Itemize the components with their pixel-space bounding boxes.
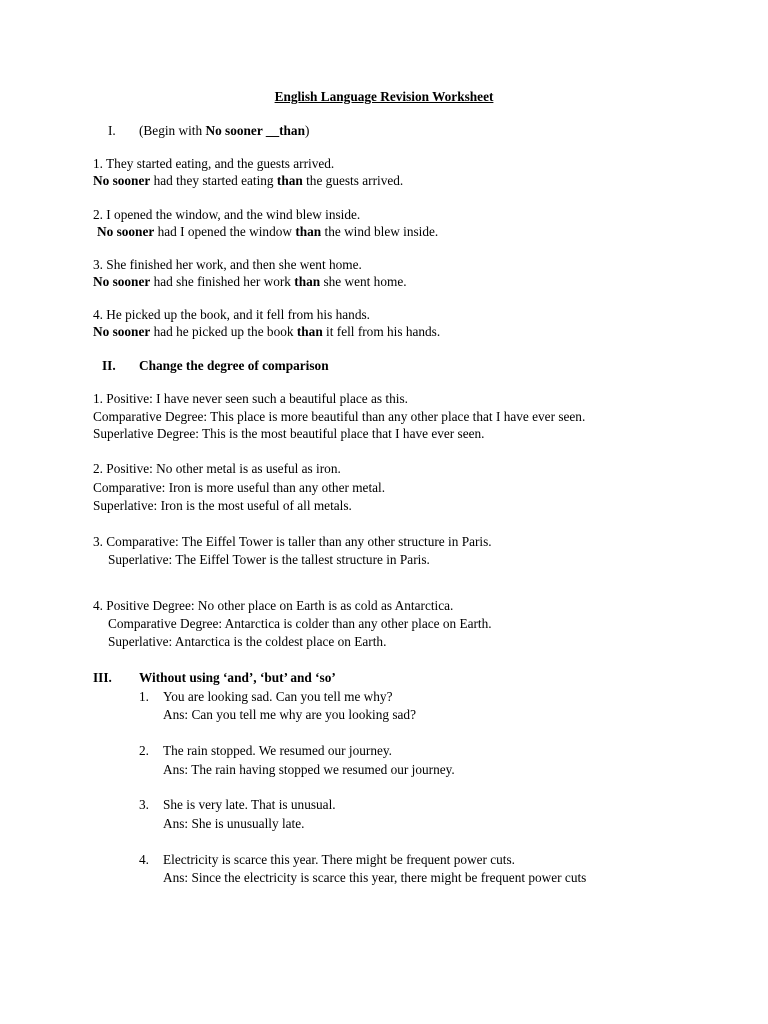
s3-1-question: You are looking sad. Can you tell me why? xyxy=(163,689,393,704)
s1-a1-mid: had they started eating xyxy=(150,173,277,188)
s1-a3-mid: had she finished her work xyxy=(150,274,295,289)
s1-q2: 2. I opened the window, and the wind blew inside. xyxy=(93,207,361,222)
section2-heading: Change the degree of comparison xyxy=(139,358,329,373)
s1-q1: 1. They started eating, and the guests arrived. xyxy=(93,156,335,171)
s1-a4-mid: had he picked up the book xyxy=(150,324,297,339)
s1-a2-b2: than xyxy=(295,224,322,239)
s1-q3: 3. She finished her work, and then she went home. xyxy=(93,257,362,272)
s3-1-num: 1. xyxy=(139,689,149,704)
s3-3-answer: Ans: She is unusually late. xyxy=(163,816,305,831)
s2-1-positive: 1. Positive: I have never seen such a beautiful place as this. xyxy=(93,391,408,406)
s1-a2-mid: had I opened the window xyxy=(154,224,296,239)
s1-a4 xyxy=(93,323,440,340)
section3-numeral: III. xyxy=(93,670,112,685)
s3-2-answer: Ans: The rain having stopped we resumed our journey. xyxy=(163,762,455,777)
s1-a4-b1: No sooner xyxy=(93,324,151,339)
section2-numeral: II. xyxy=(102,358,116,373)
s1-a2 xyxy=(97,223,438,240)
s3-2-question: The rain stopped. We resumed our journey. xyxy=(163,743,392,758)
s3-4-answer: Ans: Since the electricity is scarce this year, there might be frequent power cuts xyxy=(163,870,587,885)
section1-heading-post: ) xyxy=(304,123,310,138)
s1-a4-b2: than xyxy=(296,324,323,339)
s3-3-question: She is very late. That is unusual. xyxy=(163,797,336,812)
s3-1-answer: Ans: Can you tell me why are you looking sad? xyxy=(163,707,416,722)
section1-heading-bold: No sooner __than xyxy=(205,123,305,138)
s1-a3-b2: than xyxy=(294,274,321,289)
s1-a3-end: she went home. xyxy=(320,274,407,289)
s2-4-comparative: Comparative Degree: Antarctica is colder than any other place on Earth. xyxy=(108,616,492,631)
s3-4-num: 4. xyxy=(139,852,149,867)
s3-4-question: Electricity is scarce this year. There might be frequent power cuts. xyxy=(163,852,515,867)
s1-a3-b1: No sooner xyxy=(93,274,151,289)
s1-a1-b1: No sooner xyxy=(93,173,151,188)
s1-a2-end: the wind blew inside. xyxy=(321,224,439,239)
page-title: English Language Revision Worksheet xyxy=(274,89,494,104)
s2-4-superlative: Superlative: Antarctica is the coldest place on Earth. xyxy=(108,634,387,649)
s2-4-positive: 4. Positive Degree: No other place on Earth is as cold as Antarctica. xyxy=(93,598,454,613)
section1-heading xyxy=(139,122,309,139)
s2-2-superlative: Superlative: Iron is the most useful of all metals. xyxy=(93,498,352,513)
s2-3-superlative: Superlative: The Eiffel Tower is the tallest structure in Paris. xyxy=(108,552,430,567)
s1-a1 xyxy=(93,172,403,189)
section1-heading-pre: (Begin with xyxy=(139,123,206,138)
s2-1-superlative: Superlative Degree: This is the most beautiful place that I have ever seen. xyxy=(93,426,485,441)
s1-a2-b1: No sooner xyxy=(97,224,155,239)
s1-a1-b2: than xyxy=(276,173,303,188)
s1-q4: 4. He picked up the book, and it fell from his hands. xyxy=(93,307,370,322)
s1-a3 xyxy=(93,273,407,290)
s2-2-positive: 2. Positive: No other metal is as useful as iron. xyxy=(93,461,341,476)
s3-2-num: 2. xyxy=(139,743,149,758)
section1-numeral: I. xyxy=(108,123,116,138)
s3-3-num: 3. xyxy=(139,797,149,812)
s2-1-comparative: Comparative Degree: This place is more beautiful than any other place that I have ever seen. xyxy=(93,409,586,424)
s1-a1-end: the guests arrived. xyxy=(302,173,404,188)
s2-2-comparative: Comparative: Iron is more useful than any other metal. xyxy=(93,480,386,495)
section3-heading: Without using ‘and’, ‘but’ and ‘so’ xyxy=(139,670,336,685)
s2-3-comparative: 3. Comparative: The Eiffel Tower is taller than any other structure in Paris. xyxy=(93,534,492,549)
s1-a4-end: it fell from his hands. xyxy=(322,324,441,339)
